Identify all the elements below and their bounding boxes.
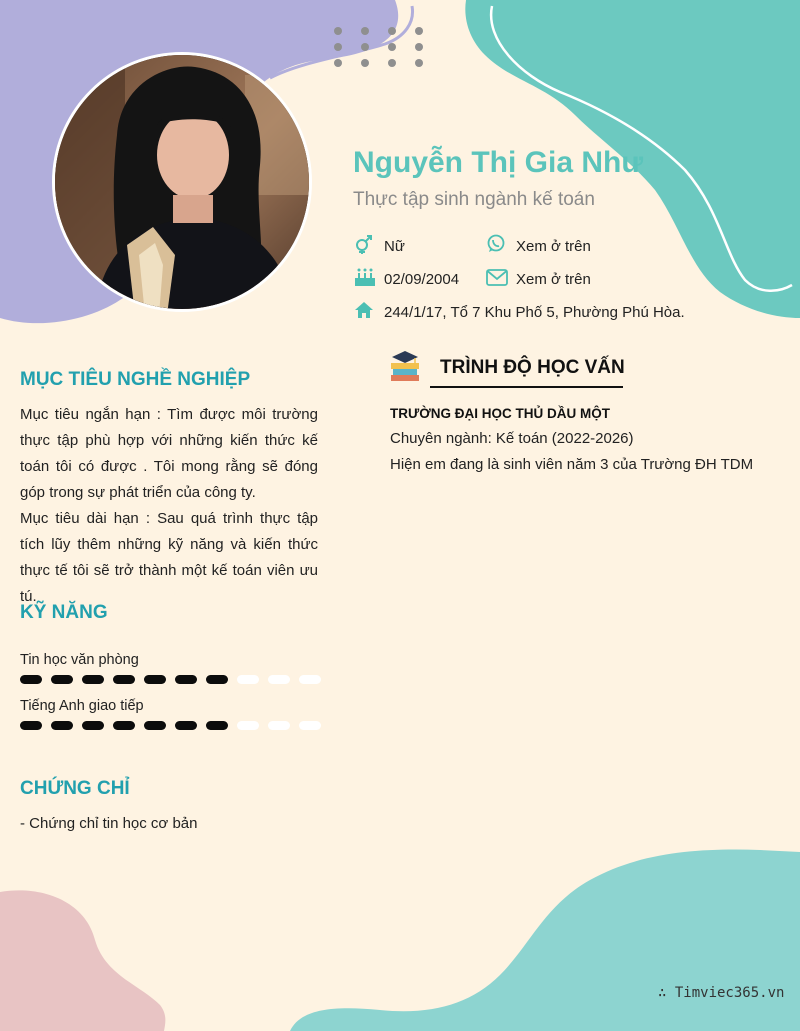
watermark: ∴ Timviec365.vn <box>658 985 785 1001</box>
whatsapp-icon <box>486 234 506 254</box>
skill-dot-filled <box>144 675 166 684</box>
skill-dot-filled <box>51 721 73 730</box>
skill-dot-filled <box>206 721 228 730</box>
graduation-books-icon <box>388 349 422 383</box>
birthday-value: 02/09/2004 <box>384 271 460 288</box>
gender-icon <box>354 234 374 254</box>
email-value: Xem ở trên <box>516 271 591 288</box>
certificate-item: - Chứng chỉ tin học cơ bản <box>20 815 198 832</box>
skill-dot-empty <box>237 721 259 730</box>
skill-dot-empty <box>268 721 290 730</box>
skill-dot-filled <box>113 721 135 730</box>
skill-dot-filled <box>113 675 135 684</box>
skill-dot-empty <box>299 721 321 730</box>
skill-dot-filled <box>82 721 104 730</box>
education-school: TRƯỜNG ĐẠI HỌC THỦ DẦU MỘT <box>390 406 610 421</box>
mail-icon <box>486 269 508 286</box>
job-title: Thực tập sinh ngành kế toán <box>353 189 595 210</box>
skill-dot-filled <box>206 675 228 684</box>
pink-blob <box>0 890 165 1031</box>
birthday-cake-icon <box>354 267 376 287</box>
objective-title: MỤC TIÊU NGHỀ NGHIỆP <box>20 369 251 390</box>
phone-value: Xem ở trên <box>516 238 591 255</box>
skill-dot-filled <box>144 721 166 730</box>
skill-dot-empty <box>237 675 259 684</box>
skill-level-english <box>20 721 320 731</box>
skill-dot-empty <box>299 675 321 684</box>
skill-dot-empty <box>268 675 290 684</box>
profile-photo <box>52 52 312 312</box>
certificates-title: CHỨNG CHỈ <box>20 778 130 799</box>
address-value: 244/1/17, Tổ 7 Khu Phố 5, Phường Phú Hòa. <box>384 304 685 321</box>
skill-label-office: Tin học văn phòng <box>20 652 139 668</box>
education-title-underline <box>430 386 623 388</box>
education-note: Hiện em đang là sinh viên năm 3 của Trường ĐH TDM <box>390 456 754 473</box>
skill-dot-filled <box>20 675 42 684</box>
objective-short-term: Mục tiêu ngắn hạn : Tìm được môi trường thực tập phù hợp với những kiến thức kế toán tôi có được . Tôi mong rằng sẽ đóng góp trong sự phát triển của công ty. <box>20 406 318 501</box>
home-icon <box>354 301 374 319</box>
gender-value: Nữ <box>384 238 405 255</box>
candidate-name: Nguyễn Thị Gia Như <box>353 146 644 179</box>
education-major: Chuyên ngành: Kế toán (2022-2026) <box>390 430 634 447</box>
skill-dot-filled <box>20 721 42 730</box>
education-title: TRÌNH ĐỘ HỌC VẤN <box>440 357 625 378</box>
teal-bottom-blob <box>290 850 800 1031</box>
skill-dot-filled <box>175 721 197 730</box>
skill-level-office <box>20 675 320 685</box>
skill-label-english: Tiếng Anh giao tiếp <box>20 698 144 714</box>
objective-long-term: Mục tiêu dài hạn : Sau quá trình thực tập tích lũy thêm những kỹ năng và kiến thức thực tế tôi sẽ trở thành một kế toán viên ưu tú. <box>20 510 318 605</box>
skill-dot-filled <box>175 675 197 684</box>
skills-title: KỸ NĂNG <box>20 602 108 623</box>
skill-dot-filled <box>82 675 104 684</box>
skill-dot-filled <box>51 675 73 684</box>
